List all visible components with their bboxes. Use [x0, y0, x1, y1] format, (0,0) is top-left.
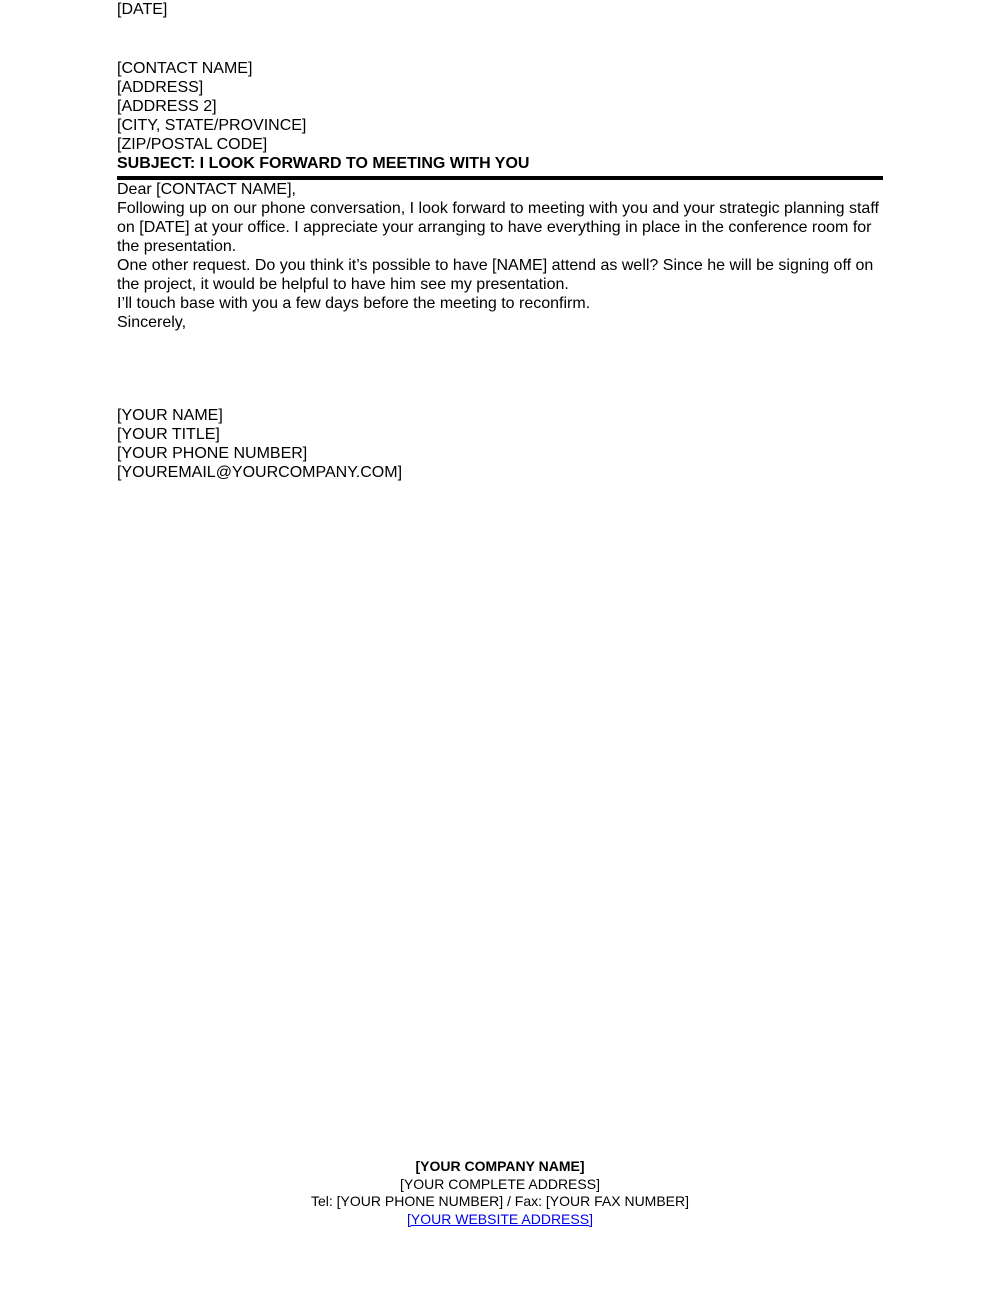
- body-paragraph-3: I’ll touch base with you a few days before the meeting to reconfirm.: [117, 295, 591, 312]
- signature-title: [YOUR TITLE]: [117, 426, 220, 443]
- recipient-address-2: [ADDRESS 2]: [117, 98, 217, 115]
- letter-body: [117, 0, 883, 482]
- company-address: [YOUR COMPLETE ADDRESS]: [400, 1175, 600, 1192]
- recipient-zip-code: [ZIP/POSTAL CODE]: [117, 136, 268, 153]
- subject-line: SUBJECT: I LOOK FORWARD TO MEETING WITH YOU: [117, 155, 530, 172]
- signature-name: [YOUR NAME]: [117, 407, 223, 424]
- body-paragraph-1: Following up on our phone conversation, I look forward to meeting with you and your strategic planning staff on [DATE] at your office. I appreciate your arranging to have everything in place in the conference room for the presentation.: [117, 200, 879, 255]
- company-tel-fax: Tel: [YOUR PHONE NUMBER] / Fax: [YOUR FAX NUMBER]: [310, 1193, 690, 1209]
- website-link[interactable]: [YOUR WEBSITE ADDRESS]: [407, 1210, 593, 1227]
- recipient-city-state: [CITY, STATE/PROVINCE]: [117, 117, 307, 134]
- recipient-address-block: [117, 59, 883, 154]
- closing-line: Sincerely,: [117, 314, 187, 331]
- body-paragraph-2: One other request. Do you think it’s possible to have [NAME] attend as well? Since he will be signing off on the project, it would be helpful to have him see my presentation.: [117, 257, 874, 293]
- recipient-contact-name: [CONTACT NAME]: [117, 60, 253, 77]
- signature-phone: [YOUR PHONE NUMBER]: [117, 445, 308, 462]
- signature-email: [YOUREMAIL@YOURCOMPANY.COM]: [117, 464, 403, 481]
- company-footer: [0, 1158, 1000, 1228]
- recipient-address-1: [ADDRESS]: [117, 79, 204, 96]
- company-name: [YOUR COMPANY NAME]: [415, 1158, 585, 1174]
- signature-block: [117, 406, 883, 482]
- salutation-line: Dear [CONTACT NAME],: [117, 181, 296, 198]
- date-line: [DATE]: [117, 1, 168, 18]
